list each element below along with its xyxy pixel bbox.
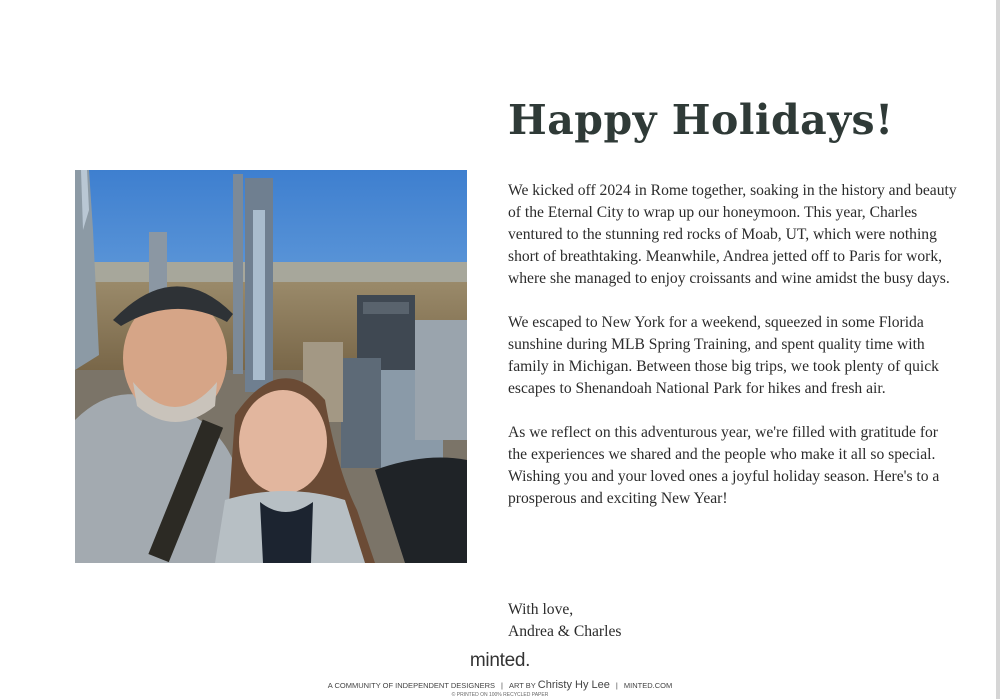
message-paragraph: We escaped to New York for a weekend, squeezed in some Florida sunshine during MLB Spring Training, and spent quality time with family in Michigan. Between those big trips, we took plenty of quick escapes to Shenandoah National Park for hikes and fresh air. (508, 314, 939, 397)
page-edge (996, 0, 1000, 699)
community-text: A COMMUNITY OF INDEPENDENT DESIGNERS (327, 681, 496, 690)
signature: Andrea & Charles (508, 623, 622, 640)
site-text: MINTED.COM (623, 681, 673, 690)
artist-name: Christy Hy Lee (537, 679, 610, 691)
couple-photo (75, 170, 467, 563)
card-message (508, 180, 958, 532)
card-closing (508, 599, 808, 643)
closing-line: With love, (508, 601, 574, 618)
card-title: Happy Holidays! (508, 96, 894, 144)
minted-logo: minted. (469, 650, 531, 671)
art-by-label: ART BY (508, 681, 536, 690)
printed-note: © PRINTED ON 100% RECYCLED PAPER (451, 692, 549, 698)
message-paragraph: We kicked off 2024 in Rome together, soaking in the history and beauty of the Eternal City to wrap up our honeymoon. This year, Charles ventured to the stunning red rocks of Moab, UT, which were nothing short of breathtaking. Meanwhile, Andrea jetted off to Paris for work, where she managed to enjoy croissants and wine amidst the busy days. (508, 182, 957, 287)
footer-credits: A COMMUNITY OF INDEPENDENT DESIGNERS | ART BY Christy Hy Lee | MINTED.COM (327, 679, 673, 691)
message-paragraph: As we reflect on this adventurous year, we're filled with gratitude for the experiences we shared and the people who make it all so special. Wishing you and your loved ones a joyful holiday season. Here's to a prosperous and exciting New Year! (508, 424, 940, 507)
